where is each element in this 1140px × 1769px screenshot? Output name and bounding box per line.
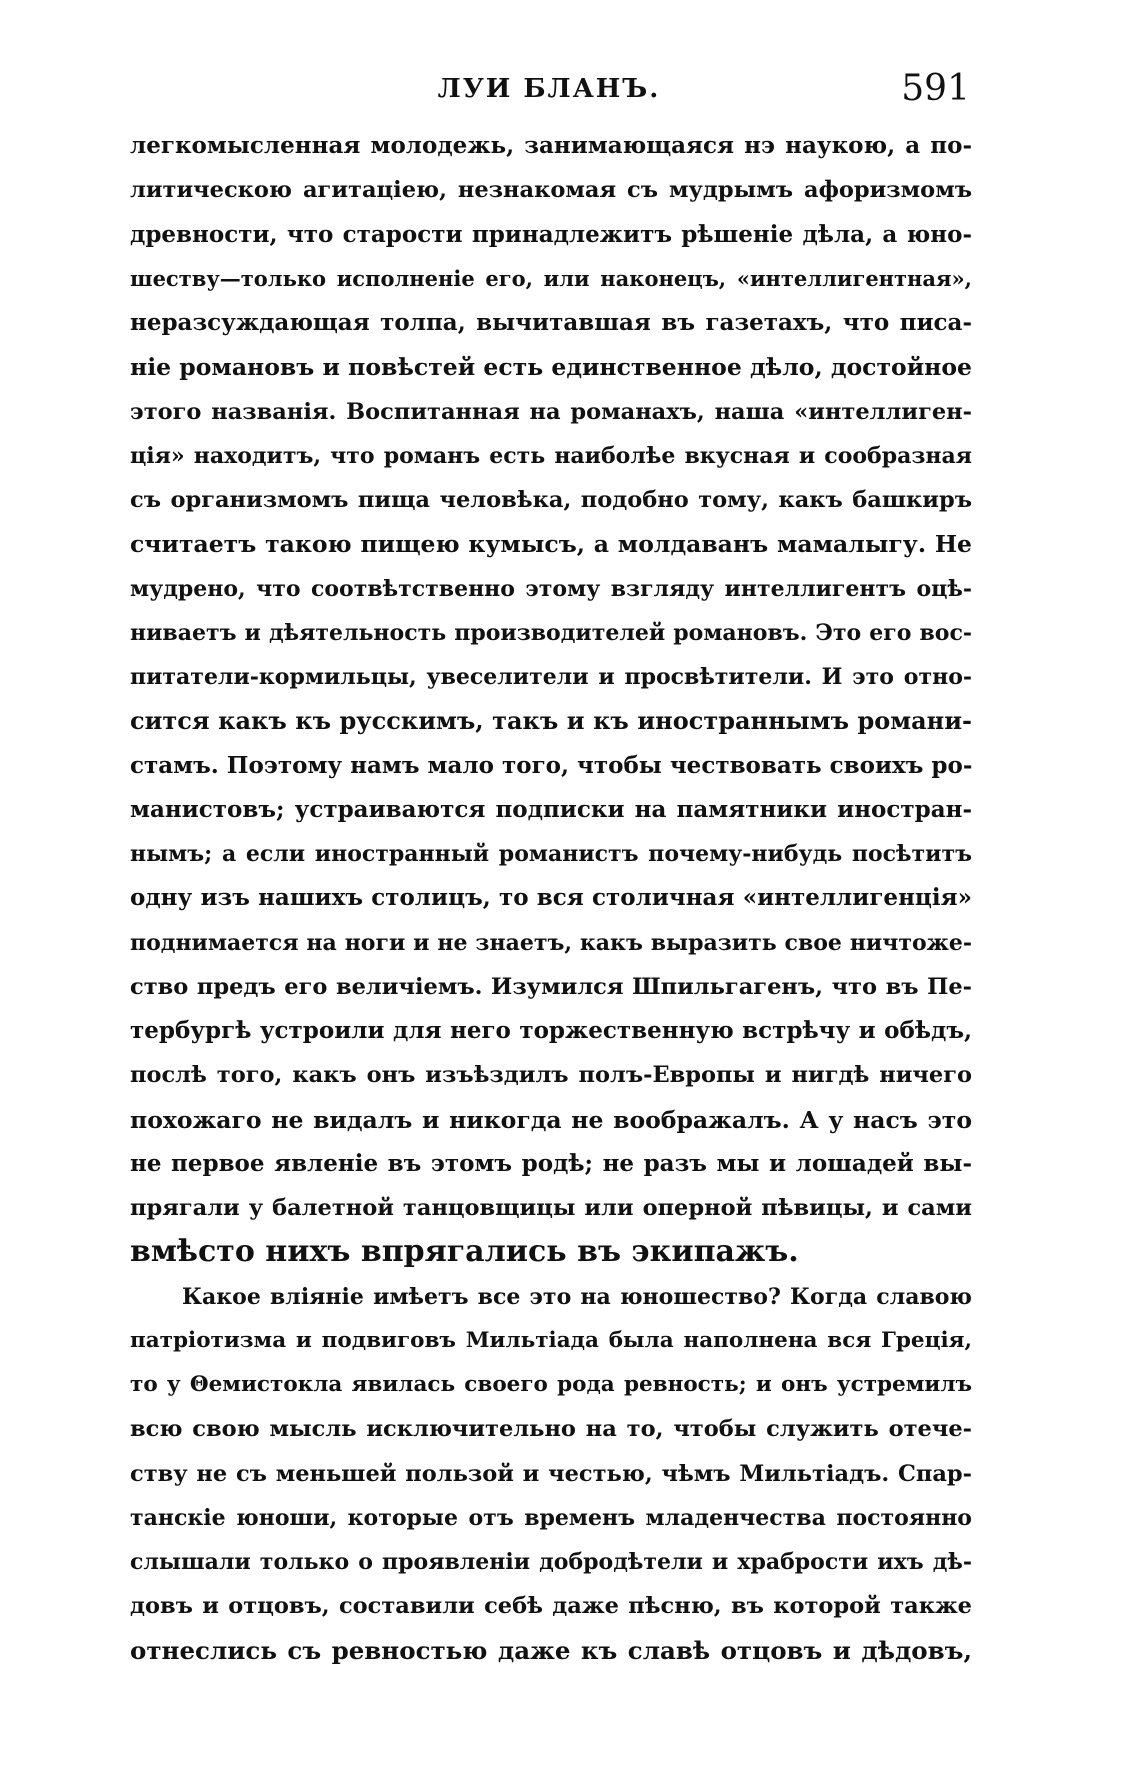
body-text <box>130 124 972 1673</box>
text-line: нымъ; а если иностранный романистъ почему-нибудь посѣтитъ <box>130 841 972 867</box>
text-line: ниваетъ и дѣятельность производителей романовъ. Это его вос- <box>130 619 972 646</box>
running-head <box>128 68 970 108</box>
text-line: неразсуждающая толпа, вычитавшая въ газетахъ, что писа- <box>130 309 972 336</box>
text-line: ніе романовъ и повѣстей есть единственное дѣло, достойное <box>130 353 972 382</box>
text-line: манистовъ; устраиваются подписки на памятники иностран- <box>130 795 972 823</box>
text-line: танскіе юноши, которые отъ временъ младенчества постоянно <box>130 1504 972 1531</box>
text-line: литическою агитаціею, незнакомая съ мудрымъ афоризмомъ <box>130 177 972 204</box>
text-line: ству не съ меньшей пользой и честью, чѣмъ Мильтіадъ. Спар- <box>130 1460 972 1487</box>
text-line: довъ и отцовъ, составили себѣ даже пѣсню, въ которой также <box>130 1593 972 1620</box>
text-line: сится какъ къ русскимъ, такъ и къ иностраннымъ романи- <box>130 706 972 736</box>
text-line: отнеслись съ ревностью даже къ славѣ отцовъ и дѣдовъ, <box>130 1635 972 1665</box>
paragraph-1 <box>130 124 972 1275</box>
text-line: считаетъ такою пищею кумысъ, а молдаванъ мамалыгу. Не <box>130 530 972 559</box>
text-line: то у Θемистокла явилась своего рода ревность; и онъ устремилъ <box>130 1372 972 1397</box>
text-line: вмѣсто нихъ впрягались въ экипажъ. <box>130 1234 799 1270</box>
text-line: этого названія. Воспитанная на романахъ, наша «интеллиген- <box>130 398 972 425</box>
text-line: патріотизма и подвиговъ Мильтіада была наполнена вся Греція, <box>130 1327 972 1353</box>
text-line: поднимается на ноги и не знаетъ, какъ выразить свое ничтоже- <box>130 929 972 956</box>
text-line: съ организмомъ пища человѣка, подобно тому, какъ башкиръ <box>130 487 972 513</box>
text-line: тербургѣ устроили для него торжественную встрѣчу и обѣдъ, <box>130 1017 972 1044</box>
text-line: не первое явленіе въ этомъ родѣ; не разъ мы и лошадей вы- <box>130 1149 972 1177</box>
page-number: 591 <box>901 68 970 109</box>
text-line: похожаго не видалъ и никогда не воображалъ. А у насъ это <box>130 1105 972 1134</box>
text-line: слышали только о проявленіи добродѣтели и храбрости ихъ дѣ- <box>130 1549 972 1575</box>
text-line: послѣ того, какъ онъ изъѣздилъ полъ-Европы и нигдѣ ничего <box>130 1062 972 1089</box>
running-head-title: ЛУИ БЛАНЪ. <box>437 74 661 104</box>
text-line: шеству—только исполненіе его, или наконецъ, «интеллигентная», <box>130 265 972 291</box>
text-line: стамъ. Поэтому намъ мало того, чтобы чествовать своихъ ро- <box>130 751 972 779</box>
text-line: одну изъ нашихъ столицъ, то вся столичная «интеллигенція» <box>130 884 972 912</box>
text-line: легкомысленная молодежь, занимающаяся нэ наукою, а по- <box>130 132 972 159</box>
text-line: ство предъ его величіемъ. Изумился Шпильгагенъ, что въ Пе- <box>130 973 972 1000</box>
paragraph-2 <box>130 1275 972 1673</box>
text-line: прягали у балетной танцовщицы или оперной пѣвицы, и сами <box>130 1195 972 1221</box>
text-line: всю свою мысль исключительно на то, чтобы служить отече- <box>130 1416 972 1443</box>
text-line: мудрено, что соотвѣтственно этому взгляду интеллигентъ оцѣ- <box>130 575 972 602</box>
text-line: древности, что старости принадлежитъ рѣшеніе дѣла, а юно- <box>130 220 972 248</box>
text-line: питатели-кормильцы, увеселители и просвѣтители. И это отно- <box>130 664 972 690</box>
text-line: ція» находитъ, что романъ есть наиболѣе вкусная и сообразная <box>130 442 972 469</box>
text-line: Какое вліяніе имѣетъ все это на юношество? Когда славою <box>182 1283 972 1310</box>
